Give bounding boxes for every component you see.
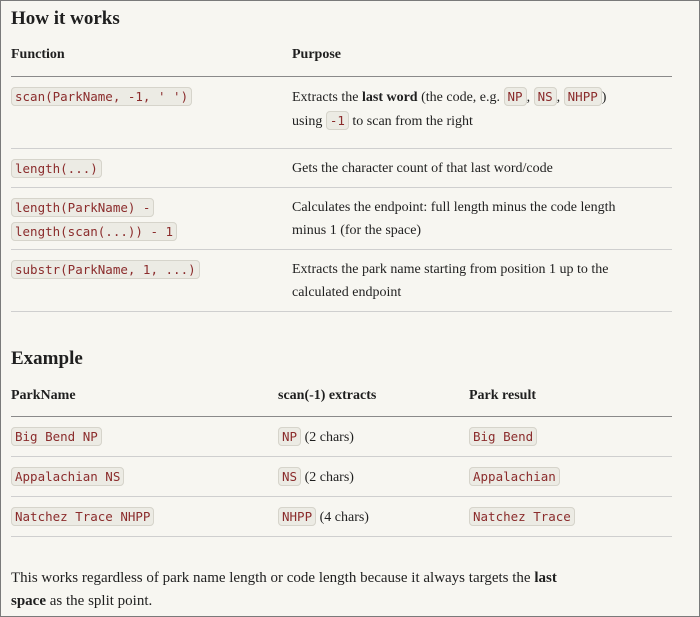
extract-cell	[278, 417, 469, 457]
text: minus 1 (for the space)	[292, 223, 422, 238]
function-cell	[11, 77, 292, 149]
bold-text: last	[534, 570, 557, 586]
result-cell	[469, 417, 672, 457]
function-table-header	[11, 47, 672, 77]
table-row	[11, 149, 672, 188]
code-snippet: NS	[278, 467, 301, 486]
example-heading: Example	[11, 348, 83, 369]
bold-text: last word	[361, 90, 418, 105]
text: to scan from the right	[348, 114, 473, 129]
code-snippet: substr(ParkName, 1, ...)	[11, 260, 200, 279]
col-parkname: ParkName	[11, 388, 278, 417]
parkname-cell	[11, 497, 278, 537]
col-purpose: Purpose	[292, 47, 672, 77]
purpose-cell: Gets the character count of that last word/code	[292, 149, 672, 188]
text: calculated endpoint	[292, 285, 402, 300]
code-snippet: length(ParkName) -	[11, 198, 154, 217]
text: (4 chars)	[316, 510, 369, 525]
function-cell	[11, 149, 292, 188]
explanation-paragraph	[11, 567, 651, 613]
text: ,	[526, 90, 534, 105]
extract-cell	[278, 457, 469, 497]
code-snippet: NS	[534, 87, 557, 106]
table-row	[11, 417, 672, 457]
code-snippet: NHPP	[564, 87, 602, 106]
text: )	[601, 90, 607, 105]
purpose-cell	[292, 250, 672, 312]
code-snippet: Big Bend NP	[11, 427, 102, 446]
code-snippet: Natchez Trace NHPP	[11, 507, 154, 526]
table-row	[11, 497, 672, 537]
function-cell	[11, 188, 292, 250]
parkname-cell	[11, 457, 278, 497]
purpose-cell	[292, 77, 672, 149]
text: This works regardless of park name length or code length because it always targets the	[11, 570, 535, 586]
example-table	[11, 388, 672, 537]
table-row	[11, 250, 672, 312]
code-snippet: Appalachian	[469, 467, 560, 486]
bold-text: space	[11, 593, 46, 609]
code-snippet: scan(ParkName, -1, ' ')	[11, 87, 192, 106]
parkname-cell	[11, 417, 278, 457]
text: Extracts the park name starting from position 1 up to the	[292, 262, 609, 277]
col-function: Function	[11, 47, 292, 77]
code-snippet: NHPP	[278, 507, 316, 526]
extract-cell	[278, 497, 469, 537]
code-snippet: Appalachian NS	[11, 467, 124, 486]
code-snippet: NP	[504, 87, 527, 106]
text: as the split point.	[46, 593, 153, 609]
code-snippet: length(scan(...)) - 1	[11, 222, 177, 241]
col-scan-extracts: scan(-1) extracts	[278, 388, 469, 417]
result-cell	[469, 497, 672, 537]
function-cell	[11, 250, 292, 312]
text: (the code, e.g.	[417, 90, 504, 105]
text: using	[292, 114, 326, 129]
purpose-cell	[292, 188, 672, 250]
function-table	[11, 47, 672, 312]
text: ,	[556, 90, 564, 105]
code-snippet: length(...)	[11, 159, 102, 178]
table-row	[11, 457, 672, 497]
code-snippet: NP	[278, 427, 301, 446]
text: (2 chars)	[301, 430, 354, 445]
text: Extracts the	[292, 90, 362, 105]
how-it-works-heading: How it works	[11, 8, 120, 29]
code-snippet: Big Bend	[469, 427, 537, 446]
code-snippet: -1	[326, 111, 349, 130]
result-cell	[469, 457, 672, 497]
table-row	[11, 188, 672, 250]
col-park-result: Park result	[469, 388, 672, 417]
code-snippet: Natchez Trace	[469, 507, 575, 526]
text: (2 chars)	[301, 470, 354, 485]
example-table-header	[11, 388, 672, 417]
table-row	[11, 77, 672, 149]
text: Calculates the endpoint: full length minus the code length	[292, 200, 616, 215]
